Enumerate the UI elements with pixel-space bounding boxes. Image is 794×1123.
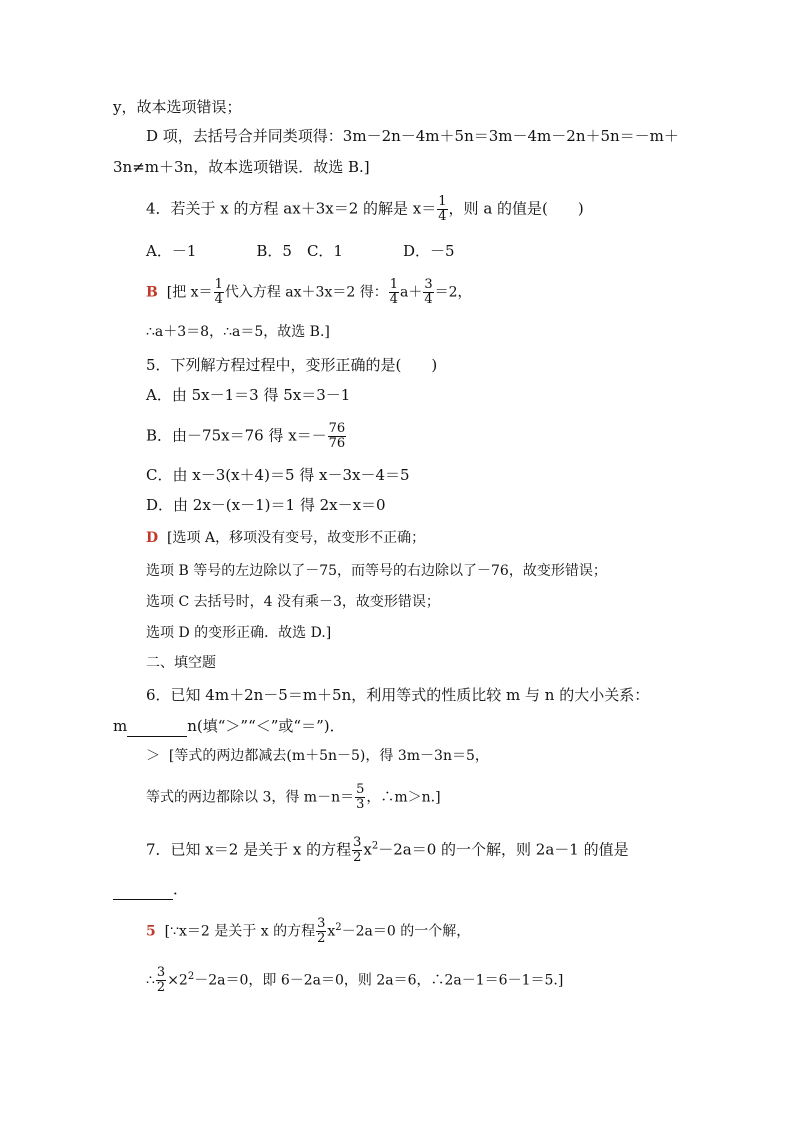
option-a-text: A．由 5x－1＝3 得 5x＝3－1 bbox=[146, 386, 351, 404]
fraction-numerator: 5 bbox=[356, 782, 365, 797]
fraction-three-quarters bbox=[423, 278, 433, 307]
fraction-three-halves bbox=[352, 836, 362, 865]
answer-7-variable: x bbox=[327, 923, 336, 940]
question-6-line-2-text: n(填“＞”“＜”或“＝”)． bbox=[187, 717, 345, 735]
answer-7-tail: －2a＝0 的一个解， bbox=[341, 923, 471, 940]
fraction-denominator: 4 bbox=[424, 292, 433, 307]
fraction-denominator: 4 bbox=[389, 292, 398, 307]
question-5-option-a bbox=[146, 384, 350, 406]
answer-6-line-2-tail: ，∴m＞n.] bbox=[366, 789, 441, 806]
fraction-numerator: 1 bbox=[214, 277, 223, 292]
question-7-end: ． bbox=[173, 880, 189, 898]
option-d-text: D．由 2x－(x－1)＝1 得 2x－x＝0 bbox=[146, 496, 386, 514]
answer-7-multiply: ×2 bbox=[167, 972, 188, 989]
section-heading-text: 二、填空题 bbox=[146, 655, 216, 671]
answer-6-key: ＞ bbox=[146, 748, 160, 764]
option-b-text: B．由－75x＝76 得 x＝－ bbox=[146, 426, 327, 445]
fraction-denominator: 76 bbox=[328, 436, 346, 451]
question-4-text: 4．若关于 x 的方程 ax＋3x＝2 的解是 x＝ bbox=[146, 199, 437, 218]
fraction-denominator: 2 bbox=[156, 980, 166, 995]
line-1-text: y，故本选项错误； bbox=[113, 98, 242, 116]
fraction-denominator: 2 bbox=[353, 850, 362, 865]
fraction-numerator: 1 bbox=[389, 277, 398, 292]
answer-4-text: [把 x＝ bbox=[166, 284, 213, 301]
question-4-options-text: A．－1 B．5 C．1 D．－5 bbox=[146, 242, 455, 260]
fraction-numerator: 1 bbox=[438, 194, 447, 209]
question-6-line-2 bbox=[113, 715, 345, 737]
answer-6 bbox=[146, 745, 489, 767]
question-7-tail: －2a＝0 的一个解，则 2a－1 的值是 bbox=[378, 840, 629, 859]
fraction-one-quarter bbox=[389, 278, 399, 307]
question-7-text: 7．已知 x＝2 是关于 x 的方程 bbox=[146, 840, 352, 859]
fraction-76-over-76 bbox=[328, 422, 347, 451]
exponent: 2 bbox=[371, 840, 379, 852]
fraction-numerator: 3 bbox=[424, 277, 433, 292]
answer-5 bbox=[146, 527, 425, 549]
answer-7 bbox=[146, 917, 470, 946]
answer-5-line-3 bbox=[146, 591, 440, 613]
exponent: 2 bbox=[335, 921, 342, 933]
answer-6-line-1: [等式的两边都减去(m＋5n－5)，得 3m－3n＝5， bbox=[168, 748, 489, 764]
question-6-m: m bbox=[113, 717, 128, 735]
option-c-text: C．由 x－3(x＋4)＝5 得 x－3x－4＝5 bbox=[146, 466, 410, 484]
line-2 bbox=[146, 125, 679, 147]
exponent: 2 bbox=[187, 970, 195, 982]
answer-7-line-2-tail: －2a＝0，即 6－2a＝0，则 2a＝6，∴2a－1＝6－1＝5.] bbox=[194, 972, 564, 989]
fraction-one-quarter bbox=[437, 195, 447, 224]
answer-blank[interactable] bbox=[127, 722, 187, 737]
question-6-text: 6．已知 4m＋2n－5＝m＋5n，利用等式的性质比较 m 与 n 的大小关系： bbox=[146, 686, 650, 704]
question-4 bbox=[146, 195, 584, 224]
fraction-denominator: 4 bbox=[438, 209, 447, 224]
question-6 bbox=[146, 684, 649, 706]
answer-4-middle-2: a＋ bbox=[399, 284, 423, 301]
answer-5-line-4 bbox=[146, 622, 331, 644]
answer-6-line-2 bbox=[146, 783, 441, 812]
answer-5-line-2-text: 选项 B 等号的左边除以了－75，而等号的右边除以了－76，故变形错误； bbox=[146, 563, 607, 579]
question-7 bbox=[146, 836, 629, 865]
question-5 bbox=[146, 354, 437, 376]
line-3-text: 3n≠m＋3n，故本选项错误．故选 B.] bbox=[113, 158, 370, 176]
question-7-variable: x bbox=[363, 840, 372, 859]
question-5-option-b bbox=[146, 422, 347, 451]
answer-4-tail: ＝2， bbox=[434, 284, 472, 301]
fraction-denominator: 2 bbox=[317, 931, 326, 946]
question-5-text: 5．下列解方程过程中，变形正确的是( ) bbox=[146, 356, 438, 374]
answer-5-line-2 bbox=[146, 560, 607, 582]
fraction-numerator: 3 bbox=[353, 835, 362, 850]
answer-5-key: D bbox=[146, 530, 159, 546]
line-1 bbox=[113, 96, 241, 118]
fraction-three-halves bbox=[156, 966, 166, 995]
answer-7-text: [∵x＝2 是关于 x 的方程 bbox=[164, 923, 316, 940]
fraction-three-halves bbox=[316, 917, 326, 946]
answer-7-line-2-text: ∴ bbox=[146, 972, 155, 989]
answer-7-key: 5 bbox=[146, 923, 156, 940]
answer-5-line-4-text: 选项 D 的变形正确．故选 D.] bbox=[146, 625, 332, 641]
question-4-tail: ，则 a 的值是( ) bbox=[448, 199, 584, 218]
section-heading bbox=[146, 652, 216, 674]
answer-4-middle: 代入方程 ax＋3x＝2 得： bbox=[224, 284, 388, 301]
answer-5-line-3-text: 选项 C 去括号时，4 没有乘－3，故变形错误； bbox=[146, 594, 440, 610]
answer-blank[interactable] bbox=[113, 885, 173, 900]
fraction-numerator: 3 bbox=[317, 916, 326, 931]
fraction-numerator: 76 bbox=[328, 421, 346, 436]
question-7-line-2 bbox=[113, 878, 188, 900]
fraction-denominator: 3 bbox=[356, 797, 365, 812]
line-3 bbox=[113, 156, 370, 178]
fraction-one-quarter bbox=[214, 278, 224, 307]
line-2-text: D 项，去括号合并同类项得：3m－2n－4m＋5n＝3m－4m－2n＋5n＝－m＋ bbox=[146, 127, 679, 145]
question-5-option-c bbox=[146, 464, 410, 486]
answer-4 bbox=[146, 278, 472, 307]
fraction-five-thirds bbox=[355, 783, 365, 812]
answer-6-line-2-text: 等式的两边都除以 3，得 m－n＝ bbox=[146, 789, 355, 806]
fraction-denominator: 4 bbox=[214, 292, 223, 307]
question-4-options bbox=[146, 240, 455, 262]
answer-7-line-2 bbox=[146, 966, 563, 995]
question-5-option-d bbox=[146, 494, 386, 516]
answer-4-line-2 bbox=[146, 321, 330, 343]
answer-5-line-1: [选项 A，移项没有变号，故变形不正确； bbox=[167, 530, 426, 546]
answer-4-key: B bbox=[146, 284, 158, 301]
answer-4-line-2-text: ∴a＋3＝8，∴a＝5，故选 B.] bbox=[146, 324, 330, 340]
fraction-numerator: 3 bbox=[156, 965, 166, 980]
